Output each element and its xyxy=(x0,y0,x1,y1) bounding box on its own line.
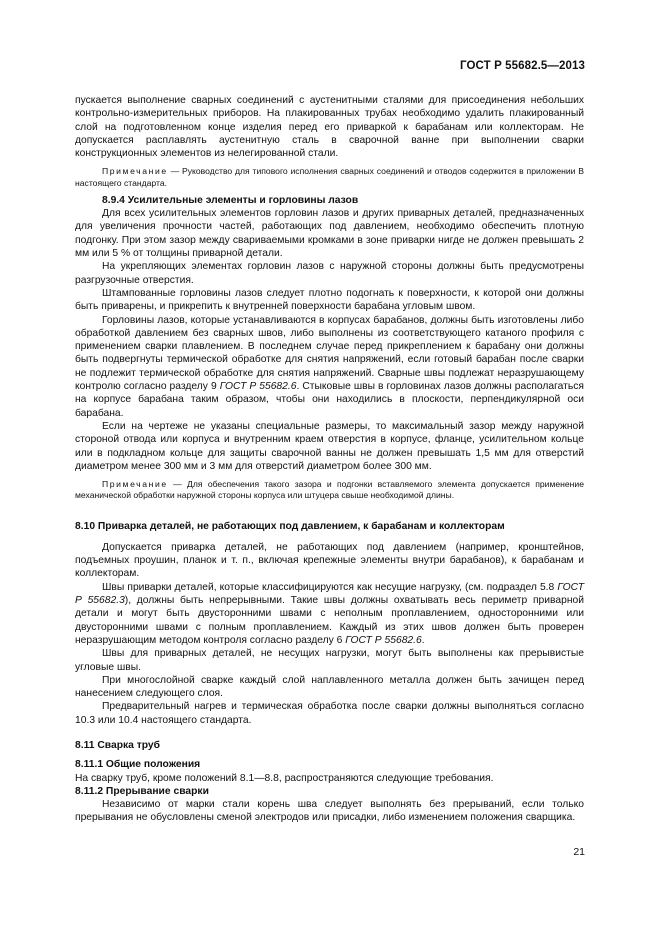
section-8-9-4-title: 8.9.4 Усилительные элементы и горловины лазов xyxy=(102,194,359,206)
standard-header: ГОСТ Р 55682.5—2013 xyxy=(460,60,585,72)
paragraph: Для всех усилительных элементов горловин лазов и других приварных деталей, предназначенных для увеличения прочности частей, работающих под давлением, необходимо обеспечить плотную подгонку. При этом зазор между свариваемыми кромками в зоне приварки нигде не должен превышать 2 мм или 5 % от толщины приварной детали. xyxy=(75,208,584,260)
standard-reference: ГОСТ Р 55682.3 xyxy=(75,581,584,607)
text-run: . Стыковые швы в горловинах лазов должны располагаться на корпусе барабана таким образом, чтобы они находились в плоскости, перпендикулярной оси барабана. xyxy=(75,381,584,419)
note-text: — Для обеспечения такого зазора и подгонки вставляемого элемента допускается применение механической обработки наружной стороны корпуса или штуцера свыше необходимой длины. xyxy=(75,479,584,501)
section-8-11-1-title: 8.11.1 Общие положения xyxy=(75,759,201,771)
note-label: Примечание xyxy=(102,166,168,177)
paragraph: Если на чертеже не указаны специальные размеры, то максимальный зазор между наружной стороной отвода или корпуса и внутренним краем отверстия в корпусе, фланце, усилительном кольце или в подкладном кольце для защиты сварочной ванны не должен превышать 1,5 мм для отверстий диаметром менее 300 мм и 3 мм для отверстий диаметром более 300 мм. xyxy=(75,420,584,472)
text-run: ), должны быть непрерывными. Такие швы должны охватывать весь периметр приварной детали и могут быть двусторонними швами с неполным проплавлением, односторонними или двусторонними швами с полным проплавлением. Каждый из этих швов должен быть проверен неразрушающим методом контроля согласно разделу 6 xyxy=(75,595,584,646)
note-1 xyxy=(75,166,584,188)
section-8-10-title: 8.10 Приварка деталей, не работающих под давлением, к барабанам и коллекторам xyxy=(75,520,505,532)
paragraph: Допускается приварка деталей, не работающих под давлением (например, кронштейнов, подъемных проушин, планок и т. п., включая крепежные элементы внутри барабанов), к барабанам и коллекторам. xyxy=(75,541,584,580)
text-run: Швы приварки деталей, которые классифицируются как несущие нагрузку, (см. подраздел 5.8 xyxy=(102,581,558,593)
paragraph xyxy=(75,314,584,420)
note-text: — Руководство для типового исполнения сварных соединений и отводов содержится в приложении В настоящего стандарта. xyxy=(75,166,584,188)
paragraph: На укрепляющих элементах горловин лазов с наружной стороны должны быть предусмотрены разгрузочные отверстия. xyxy=(75,261,584,286)
paragraph: Штампованные горловины лазов следует плотно подогнать к поверхности, к которой они должны быть приварены, и прикрепить к внутренней поверхности барабана угловым швом. xyxy=(75,287,584,313)
section-8-11-title: 8.11 Сварка труб xyxy=(75,739,161,751)
section-8-11-2-title: 8.11.2 Прерывание сварки xyxy=(75,785,209,797)
paragraph: При многослойной сварке каждый слой наплавленного металла должен быть зачищен перед нанесением следующего слоя. xyxy=(75,674,584,700)
note-2 xyxy=(75,479,584,501)
page-content xyxy=(75,94,584,825)
standard-reference: ГОСТ Р 55682.6 xyxy=(219,381,297,393)
intro-paragraph: пускается выполнение сварных соединений с аустенитными сталями для присоединения небольших контрольно-измерительных приборов. На плакированных трубах необходимо удалить плакированный слой на подготовленном конце изделия перед его приваркой к барабанам или коллекторам. Не допускается расплавлять аустенитную сталь в сварочной ванне при выполнении сварки конструкционных элементов из нелегированной стали. xyxy=(75,95,584,160)
text-run: . xyxy=(421,634,425,646)
paragraph: На сварку труб, кроме положений 8.1—8.8, распространяются следующие требования. xyxy=(75,772,494,784)
standard-reference: ГОСТ Р 55682.6 xyxy=(345,634,422,646)
paragraph xyxy=(75,581,584,647)
page-number: 21 xyxy=(573,846,585,858)
text-run: Горловины лазов, которые устанавливаются в корпусах барабанов, должны быть изготовлены либо обработкой давлением без сварных швов, либо выполнены из соответствующего катаного профиля с применением сварки плавлением. В последнем случае перед прикреплением к барабану они должны быть подвергнуты термической обработке для снятия напряжений, если готовый барабан после сварки не подлежит термической обработке для снятия напряжений. Сварные швы подлежат неразрушающему контролю согласно разделу 9 xyxy=(75,314,584,393)
paragraph: Предварительный нагрев и термическая обработка после сварки должны выполняться согласно 10.3 или 10.4 настоящего стандарта. xyxy=(75,701,584,726)
paragraph: Независимо от марки стали корень шва следует выполнять без прерываний, если только прерывания не обусловлены сменой электродов или присадки, либо изменением положения сварщика. xyxy=(75,799,584,824)
paragraph: Швы для приварных деталей, не несущих нагрузки, могут быть выполнены как прерывистые угловые швы. xyxy=(75,648,584,673)
note-label: Примечание xyxy=(102,479,168,490)
